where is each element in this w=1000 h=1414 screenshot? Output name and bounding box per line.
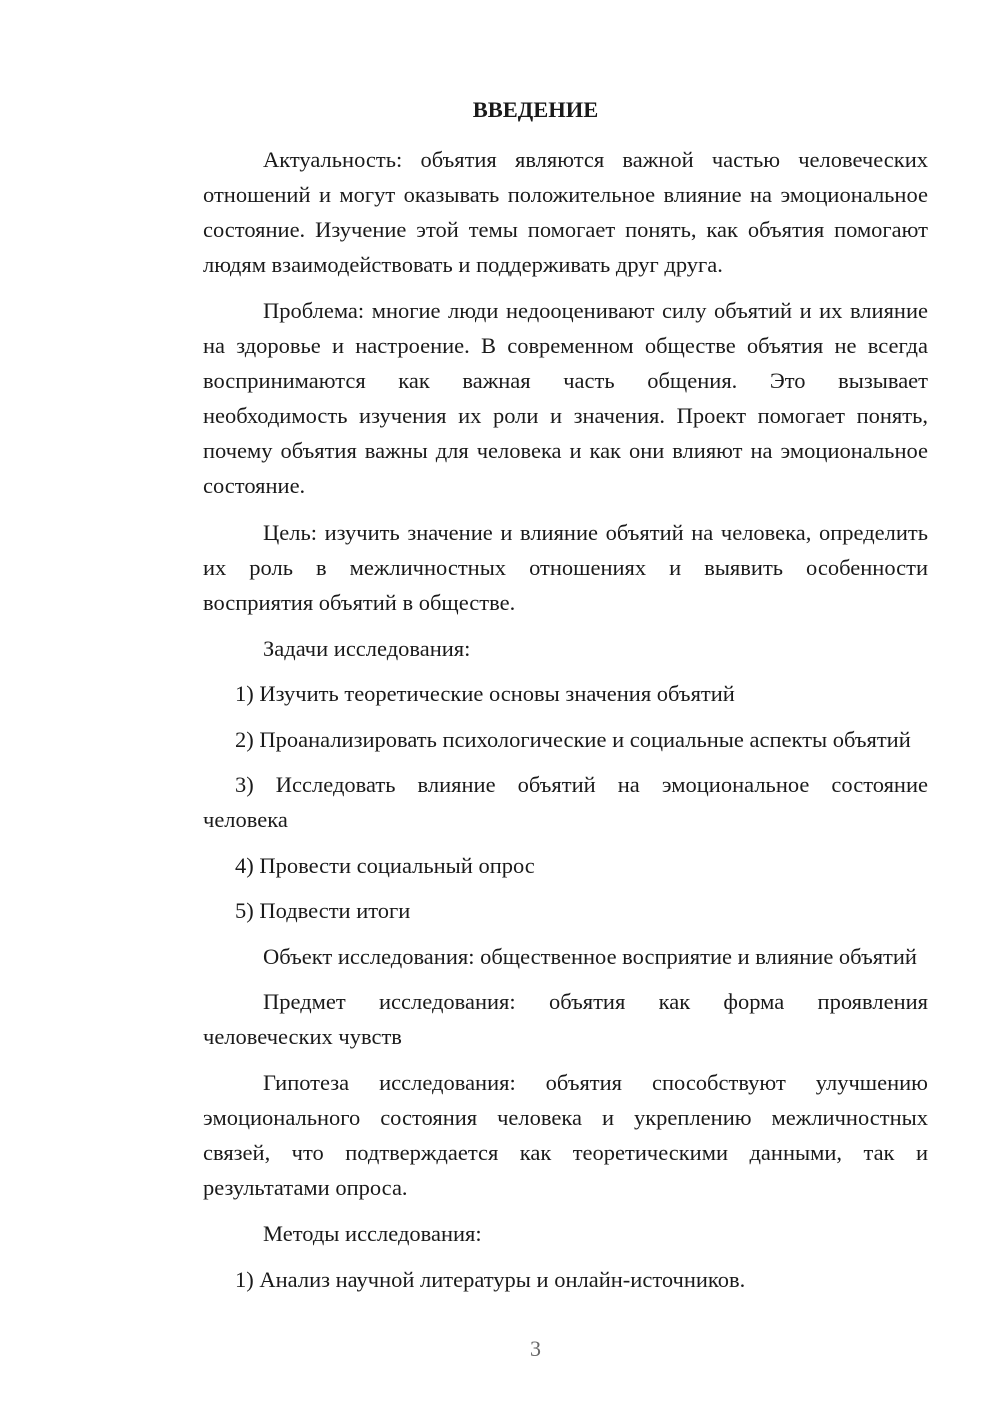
text-line: результатами опроса. bbox=[203, 1175, 408, 1200]
text-line: восприятия объятий в обществе. bbox=[203, 590, 516, 615]
text-line: воспринимаются как важная часть общения. Это вызывает bbox=[203, 368, 928, 393]
text-line: состояние. bbox=[203, 473, 306, 498]
paragraph-goal bbox=[143, 515, 928, 620]
text-line: на здоровье и настроение. В современном обществе объятия не всегда bbox=[203, 333, 928, 358]
page-number: 3 bbox=[530, 1336, 541, 1361]
paragraph-hypothesis bbox=[143, 1065, 928, 1205]
text-line: 3) Исследовать влияние объятий на эмоциональное состояние bbox=[235, 772, 928, 797]
text-line: 5) Подвести итоги bbox=[235, 898, 411, 923]
text-line: необходимость изучения их роли и значения. Проект помогает понять, bbox=[203, 403, 928, 428]
list-item-method-1 bbox=[143, 1262, 928, 1297]
paragraph-object bbox=[143, 939, 928, 974]
text-line: 2) Проанализировать психологические и социальные аспекты объятий bbox=[235, 727, 911, 752]
text-line: 1) Анализ научной литературы и онлайн-источников. bbox=[235, 1267, 746, 1292]
text-line: состояние. Изучение этой темы помогает понять, как объятия помогают bbox=[203, 217, 928, 242]
text-line: человеческих чувств bbox=[203, 1024, 402, 1049]
list-item-task-2 bbox=[143, 722, 928, 757]
text-line: Актуальность: объятия являются важной частью человеческих bbox=[263, 147, 928, 172]
text-line: человека bbox=[203, 807, 288, 832]
list-item-task-5 bbox=[143, 893, 928, 928]
text-line: отношений и могут оказывать положительное влияние на эмоциональное bbox=[203, 182, 928, 207]
text-line: Проблема: многие люди недооценивают силу объятий и их влияние bbox=[263, 298, 928, 323]
paragraph-methods-title bbox=[143, 1216, 928, 1251]
paragraph-problem bbox=[143, 293, 928, 503]
text-line: Методы исследования: bbox=[263, 1221, 482, 1246]
list-item-task-4 bbox=[143, 848, 928, 883]
paragraph-relevance bbox=[143, 142, 928, 282]
text-line: Цель: изучить значение и влияние объятий на человека, определить bbox=[263, 520, 928, 545]
text-line: Предмет исследования: объятия как форма проявления bbox=[263, 989, 928, 1014]
text-line: людям взаимодействовать и поддерживать друг друга. bbox=[203, 252, 723, 277]
text-line: почему объятия важны для человека и как они влияют на эмоциональное bbox=[203, 438, 928, 463]
text-line: их роль в межличностных отношениях и выявить особенности bbox=[203, 555, 928, 580]
text-line: эмоционального состояния человека и укреплению межличностных bbox=[203, 1105, 928, 1130]
paragraph-tasks-title bbox=[143, 631, 928, 666]
text-line: 1) Изучить теоретические основы значения объятий bbox=[235, 681, 735, 706]
text-line: Гипотеза исследования: объятия способствуют улучшению bbox=[263, 1070, 928, 1095]
text-line: 4) Провести социальный опрос bbox=[235, 853, 535, 878]
list-item-task-3 bbox=[143, 767, 928, 837]
text-line: связей, что подтверждается как теоретическими данными, так и bbox=[203, 1140, 928, 1165]
text-line: Объект исследования: общественное восприятие и влияние объятий bbox=[263, 944, 917, 969]
list-item-task-1 bbox=[143, 676, 928, 711]
text-line: Задачи исследования: bbox=[263, 636, 471, 661]
paragraph-subject bbox=[143, 984, 928, 1054]
section-heading: ВВЕДЕНИЕ bbox=[472, 97, 599, 122]
